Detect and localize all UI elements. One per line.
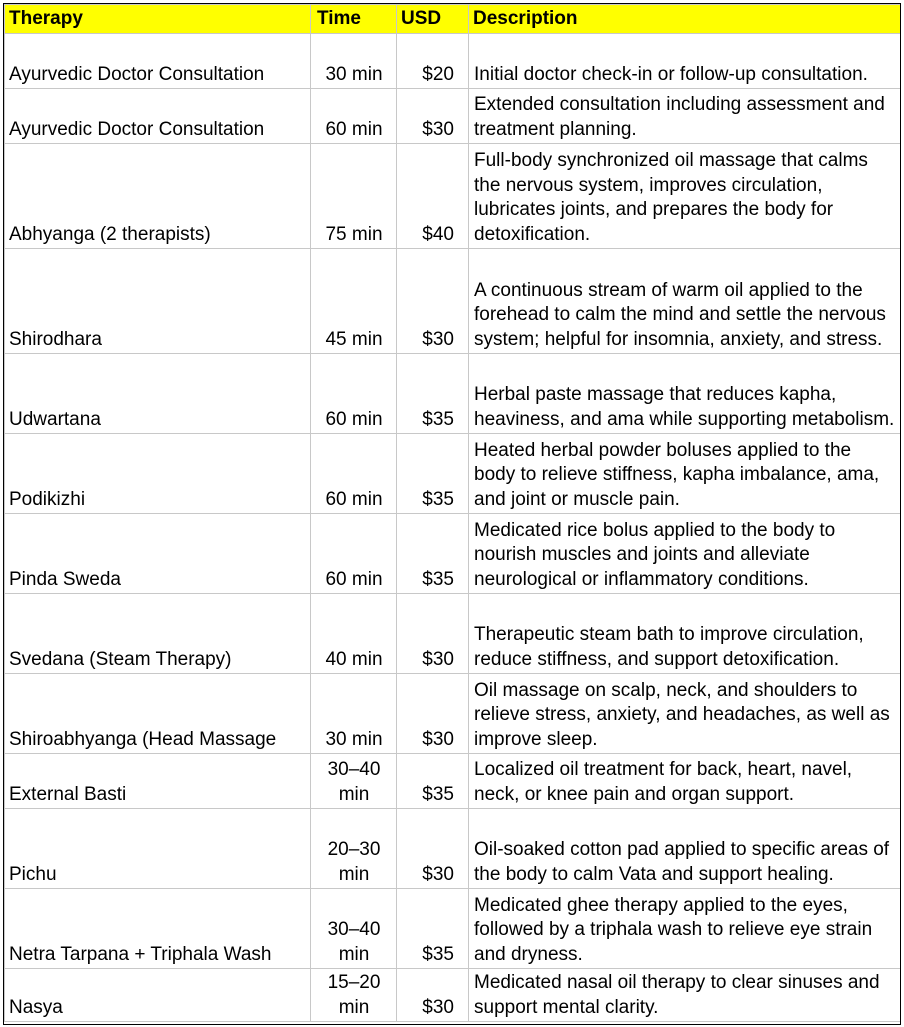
time-cell[interactable]: 60 min	[311, 354, 397, 434]
description-cell[interactable]: Oil-soaked cotton pad applied to specific areas of the body to calm Vata and support healing.	[469, 809, 901, 889]
therapy-cell[interactable]: Ayurvedic Doctor Consultation	[5, 89, 311, 144]
time-cell[interactable]: 60 min	[311, 514, 397, 594]
time-cell[interactable]: 15–20 min	[311, 969, 397, 1022]
description-cell[interactable]: Medicated ghee therapy applied to the eyes, followed by a triphala wash to relieve eye strain and dryness.	[469, 889, 901, 969]
header-time[interactable]: Time	[311, 5, 397, 34]
table-row	[5, 809, 901, 889]
description-cell[interactable]: A continuous stream of warm oil applied to the forehead to calm the mind and settle the nervous system; helpful for insomnia, anxiety, and stress.	[469, 249, 901, 354]
header-usd[interactable]: USD	[397, 5, 469, 34]
therapy-cell[interactable]: Abhyanga (2 therapists)	[5, 144, 311, 249]
time-cell[interactable]: 75 min	[311, 144, 397, 249]
usd-cell[interactable]: $35	[397, 754, 469, 809]
description-cell[interactable]: Heated herbal powder boluses applied to the body to relieve stiffness, kapha imbalance, ama, and joint or muscle pain.	[469, 434, 901, 514]
table-row	[5, 144, 901, 249]
usd-cell[interactable]: $30	[397, 89, 469, 144]
usd-cell[interactable]: $35	[397, 514, 469, 594]
therapy-price-table	[4, 4, 901, 1022]
time-cell[interactable]: 30 min	[311, 34, 397, 89]
therapy-cell[interactable]: Pichu	[5, 809, 311, 889]
header-row	[5, 5, 901, 34]
time-cell[interactable]: 45 min	[311, 249, 397, 354]
description-cell[interactable]: Oil massage on scalp, neck, and shoulders to relieve stress, anxiety, and headaches, as well as improve sleep.	[469, 674, 901, 754]
table-row	[5, 89, 901, 144]
header-description[interactable]: Description	[469, 5, 901, 34]
header-therapy[interactable]: Therapy	[5, 5, 311, 34]
description-cell[interactable]: Herbal paste massage that reduces kapha, heaviness, and ama while supporting metabolism.	[469, 354, 901, 434]
time-cell[interactable]: 30 min	[311, 674, 397, 754]
therapy-cell[interactable]: Shiroabhyanga (Head Massage	[5, 674, 311, 754]
time-cell[interactable]: 30–40 min	[311, 754, 397, 809]
therapy-cell[interactable]: Pinda Sweda	[5, 514, 311, 594]
description-cell[interactable]: Medicated rice bolus applied to the body to nourish muscles and joints and alleviate neurological or inflammatory conditions.	[469, 514, 901, 594]
usd-cell[interactable]: $40	[397, 144, 469, 249]
time-cell[interactable]: 20–30 min	[311, 809, 397, 889]
therapy-cell[interactable]: Ayurvedic Doctor Consultation	[5, 34, 311, 89]
usd-cell[interactable]: $30	[397, 809, 469, 889]
table-row	[5, 354, 901, 434]
usd-cell[interactable]: $20	[397, 34, 469, 89]
usd-cell[interactable]: $35	[397, 354, 469, 434]
time-cell[interactable]: 30–40 min	[311, 889, 397, 969]
description-cell[interactable]: Initial doctor check-in or follow-up consultation.	[469, 34, 901, 89]
table-row	[5, 514, 901, 594]
description-cell[interactable]: Full-body synchronized oil massage that calms the nervous system, improves circulation, lubricates joints, and prepares the body for detoxification.	[469, 144, 901, 249]
usd-cell[interactable]: $30	[397, 969, 469, 1022]
therapy-cell[interactable]: Nasya	[5, 969, 311, 1022]
table-body	[5, 34, 901, 1022]
therapy-cell[interactable]: Svedana (Steam Therapy)	[5, 594, 311, 674]
table-header	[5, 5, 901, 34]
table-row	[5, 754, 901, 809]
therapy-cell[interactable]: Shirodhara	[5, 249, 311, 354]
description-cell[interactable]: Therapeutic steam bath to improve circulation, reduce stiffness, and support detoxification.	[469, 594, 901, 674]
table-row	[5, 969, 901, 1022]
table-row	[5, 34, 901, 89]
description-cell[interactable]: Extended consultation including assessment and treatment planning.	[469, 89, 901, 144]
table-row	[5, 594, 901, 674]
table-row	[5, 889, 901, 969]
therapy-cell[interactable]: Netra Tarpana + Triphala Wash	[5, 889, 311, 969]
table-row	[5, 249, 901, 354]
time-cell[interactable]: 60 min	[311, 89, 397, 144]
therapy-cell[interactable]: Podikizhi	[5, 434, 311, 514]
usd-cell[interactable]: $30	[397, 249, 469, 354]
usd-cell[interactable]: $30	[397, 594, 469, 674]
therapy-cell[interactable]: Udwartana	[5, 354, 311, 434]
time-cell[interactable]: 60 min	[311, 434, 397, 514]
time-cell[interactable]: 40 min	[311, 594, 397, 674]
usd-cell[interactable]: $35	[397, 434, 469, 514]
table-row	[5, 674, 901, 754]
description-cell[interactable]: Medicated nasal oil therapy to clear sinuses and support mental clarity.	[469, 969, 901, 1022]
usd-cell[interactable]: $30	[397, 674, 469, 754]
therapy-cell[interactable]: External Basti	[5, 754, 311, 809]
description-cell[interactable]: Localized oil treatment for back, heart, navel, neck, or knee pain and organ support.	[469, 754, 901, 809]
usd-cell[interactable]: $35	[397, 889, 469, 969]
table-row	[5, 434, 901, 514]
